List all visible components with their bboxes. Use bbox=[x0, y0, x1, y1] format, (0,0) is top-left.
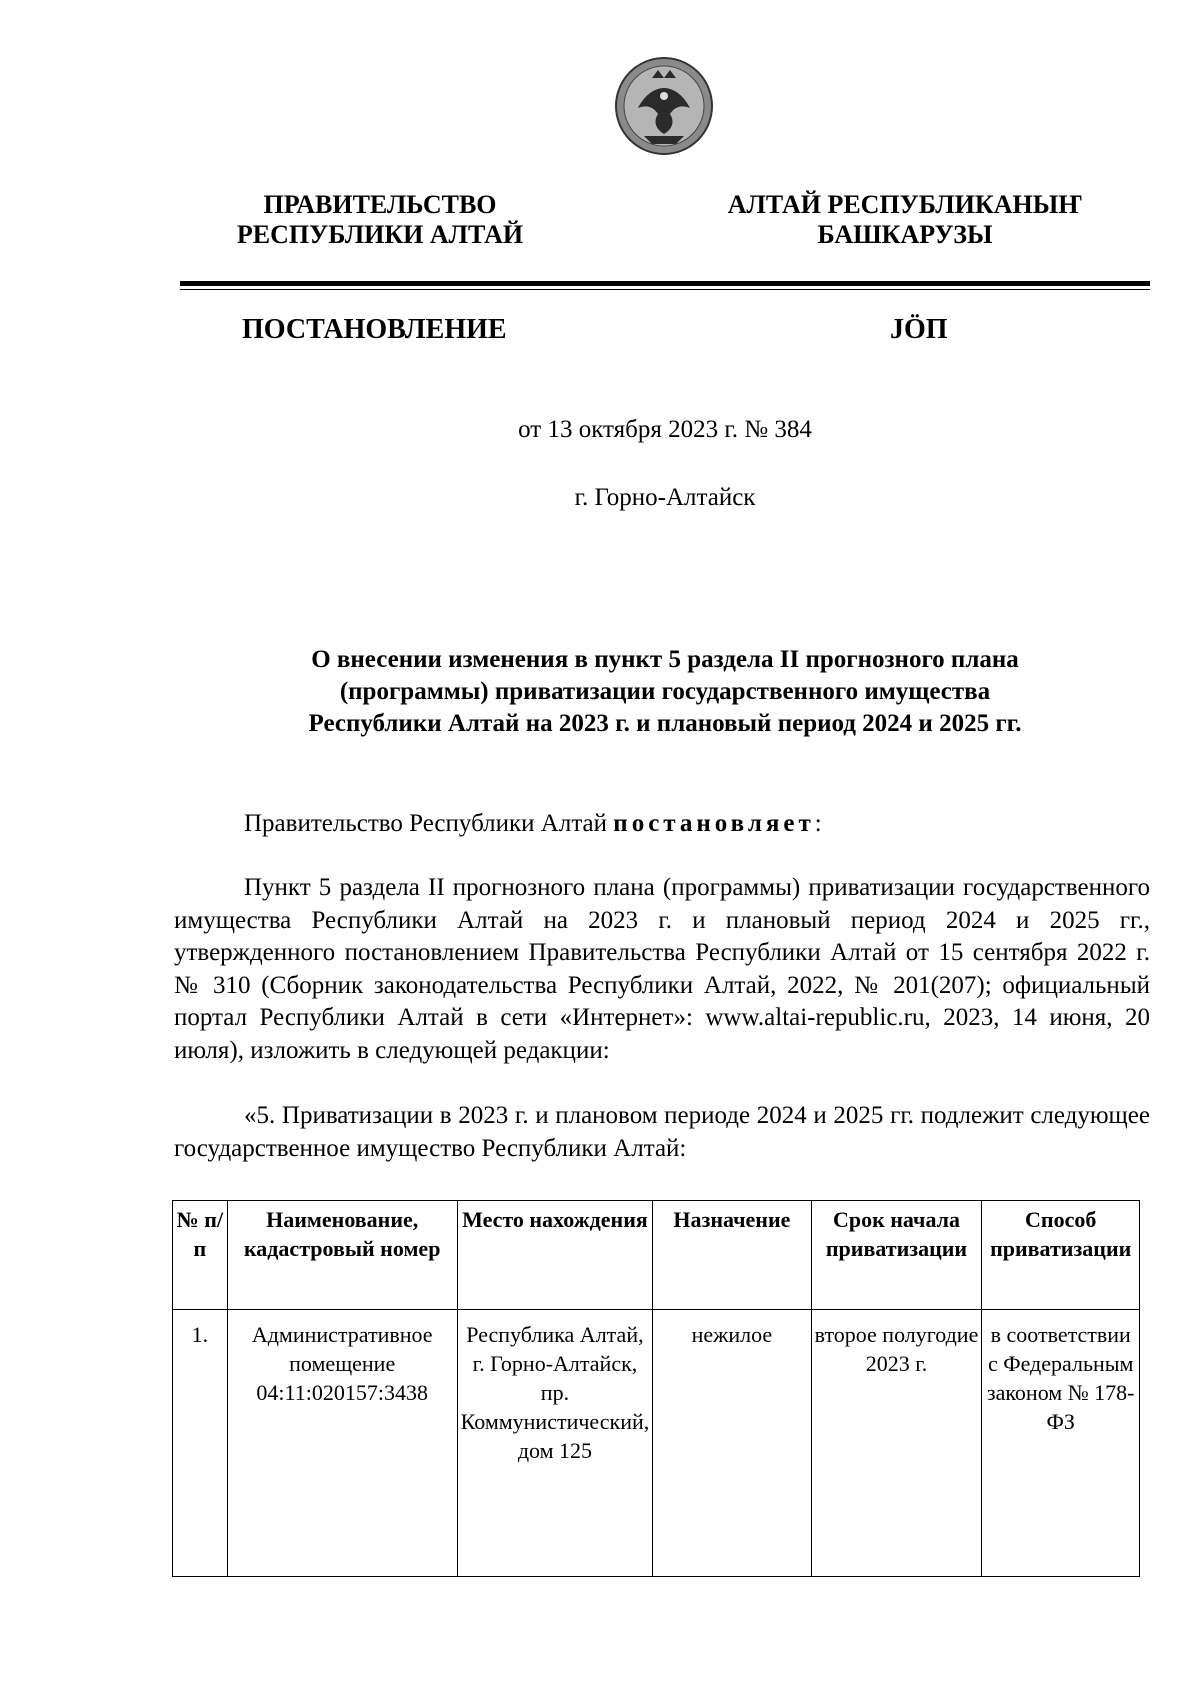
government-name-ru-line2: РЕСПУБЛИКИ АЛТАЙ bbox=[236, 220, 524, 249]
cell-method: в соответствии с Федеральным законом № 178-ФЗ bbox=[982, 1310, 1140, 1577]
intro-emphasis: постановляет bbox=[613, 810, 815, 837]
decree-label-ru: ПОСТАНОВЛЕНИЕ bbox=[242, 314, 507, 345]
table-row bbox=[173, 1310, 1140, 1577]
government-name-altai bbox=[720, 190, 1090, 250]
decree-title-line1: О внесении изменения в пункт 5 раздела II прогнозного плана bbox=[311, 646, 1019, 673]
body-paragraph-1: Пункт 5 раздела II прогнозного плана (программы) приватизации государственного имущества Республики Алтай на 2023 г. и плановый период 2024 и 2025 гг., утвержденного постановлением Правительства Республики Алтай от 15 сентября 2022 г. № 310 (Сборник законодательства Республики Алтай, 2022, № 201(207); официальный портал Республики Алтай в сети «Интернет»: www.altai-republic.ru, 2023, 14 июня, 20 июля), изложить в следующей редакции: bbox=[174, 874, 1150, 1064]
decree-title bbox=[180, 644, 1150, 740]
government-name-altai-line2: БАШКАРУЗЫ bbox=[817, 220, 993, 249]
cell-num: 1. bbox=[173, 1310, 228, 1577]
cell-start: второе полугодие 2023 г. bbox=[811, 1310, 982, 1577]
body-paragraph-2: «5. Приватизации в 2023 г. и плановом периоде 2024 и 2025 гг. подлежит следующее государственное имущество Республики Алтай: bbox=[174, 1102, 1150, 1162]
col-header-location: Место нахождения bbox=[457, 1201, 653, 1310]
privatization-table bbox=[172, 1200, 1140, 1577]
cell-purpose: нежилое bbox=[653, 1310, 811, 1577]
decree-city: г. Горно-Алтайск bbox=[574, 484, 756, 511]
decree-title-line3: Республики Алтай на 2023 г. и плановый период 2024 и 2025 гг. bbox=[308, 710, 1022, 737]
intro-prefix: Правительство Республики Алтай bbox=[244, 810, 608, 837]
col-header-num: № п/п bbox=[173, 1201, 228, 1310]
col-header-name: Наименование, кадастровый номер bbox=[227, 1201, 457, 1310]
cell-location: Республика Алтай, г. Горно-Алтайск, пр. Коммунистический, дом 125 bbox=[457, 1310, 653, 1577]
decree-date-number: от 13 октября 2023 г. № 384 bbox=[518, 416, 812, 443]
government-name-altai-line1: АЛТАЙ РЕСПУБЛИКАНЫҤ bbox=[727, 190, 1083, 219]
col-header-purpose: Назначение bbox=[653, 1201, 811, 1310]
government-name-ru-line1: ПРАВИТЕЛЬСТВО bbox=[263, 190, 497, 219]
decree-label-altai: JӦП bbox=[890, 314, 948, 345]
coat-of-arms-emblem bbox=[614, 56, 714, 156]
intro-line bbox=[174, 808, 1150, 841]
decree-title-line2: (программы) приватизации государственного имущества bbox=[339, 678, 991, 705]
cell-name: Административное помещение 04:11:020157:3438 bbox=[227, 1310, 457, 1577]
intro-suffix: : bbox=[814, 810, 822, 837]
col-header-method: Способ приватизации bbox=[982, 1201, 1140, 1310]
col-header-start: Срок начала приватизации bbox=[811, 1201, 982, 1310]
government-name-ru bbox=[220, 190, 540, 250]
header-divider-thick bbox=[180, 281, 1150, 286]
header-divider-thin bbox=[180, 289, 1150, 290]
table-header-row bbox=[173, 1201, 1140, 1310]
